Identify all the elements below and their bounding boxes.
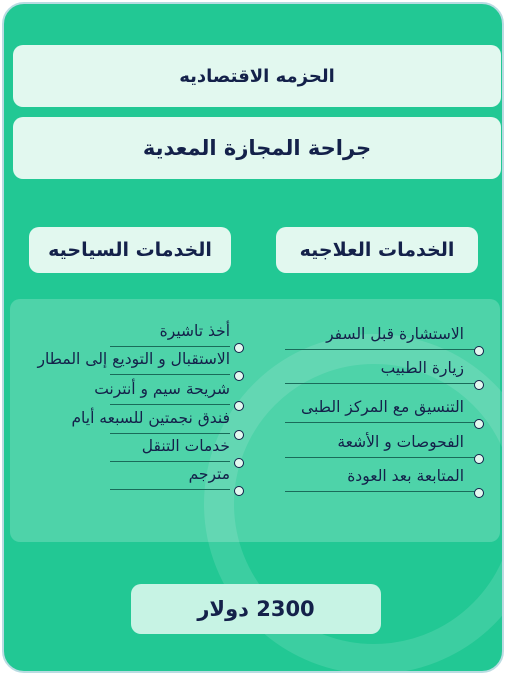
bullet-circle-icon (234, 486, 244, 496)
list-item (110, 434, 230, 464)
package-title: الحزمه الاقتصاديه (13, 45, 501, 107)
service-label: خدمات التنقل (141, 437, 230, 455)
list-item (285, 430, 480, 460)
bullet-circle-icon (234, 343, 244, 353)
procedure-name: جراحة المجازة المعدية (13, 117, 501, 179)
list-item (285, 395, 480, 425)
divider (110, 404, 230, 405)
medical-services-heading: الخدمات العلاجيه (276, 227, 478, 273)
list-item (285, 464, 480, 494)
list-item (285, 322, 480, 352)
bullet-circle-icon (234, 430, 244, 440)
divider (285, 457, 480, 458)
bullet-circle-icon (474, 488, 484, 498)
package-card (2, 2, 504, 673)
bullet-circle-icon (474, 419, 484, 429)
service-label: فندق نجمتين للسبعه أيام (71, 409, 230, 427)
service-label: الاستشارة قبل السفر (326, 325, 464, 343)
list-item (285, 356, 480, 386)
service-label: التنسيق مع المركز الطبى (301, 398, 464, 416)
service-label: المتابعة بعد العودة (347, 467, 464, 485)
divider (110, 374, 230, 375)
divider (285, 491, 480, 492)
service-label: الفحوصات و الأشعة (337, 433, 464, 451)
list-item (71, 406, 230, 436)
service-label: مترجم (188, 465, 230, 483)
divider (285, 422, 480, 423)
list-item (94, 377, 230, 407)
service-label: زيارة الطبيب (380, 359, 464, 377)
list-item (110, 462, 230, 492)
service-label: الاستقبال و التوديع إلى المطار (37, 350, 230, 368)
service-label: أخذ تاشيرة (159, 322, 230, 340)
list-item (110, 319, 230, 349)
bullet-circle-icon (474, 346, 484, 356)
bullet-circle-icon (474, 454, 484, 464)
divider (110, 489, 230, 490)
tourism-services-heading: الخدمات السياحيه (29, 227, 231, 273)
list-item (37, 347, 230, 377)
bullet-circle-icon (234, 371, 244, 381)
divider (285, 349, 480, 350)
divider (285, 383, 480, 384)
bullet-circle-icon (474, 380, 484, 390)
bullet-circle-icon (234, 401, 244, 411)
bullet-circle-icon (234, 458, 244, 468)
price-badge: 2300 دولار (131, 584, 381, 634)
service-label: شريحة سيم و أنترنت (94, 380, 230, 398)
